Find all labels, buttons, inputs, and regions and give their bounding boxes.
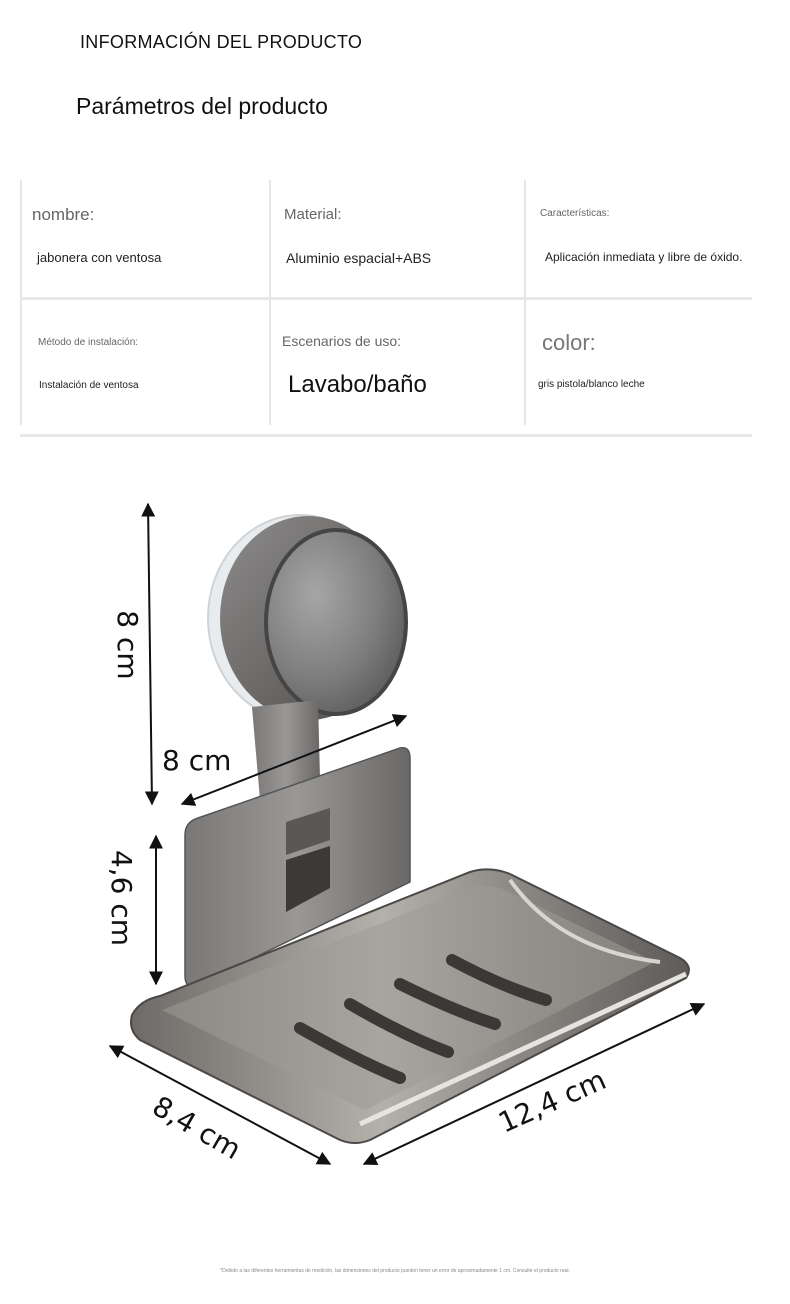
color-value: gris pistola/blanco leche <box>538 379 645 390</box>
table-divider <box>269 180 271 425</box>
suction-cup-illustration <box>208 515 408 721</box>
table-divider <box>20 180 22 425</box>
table-divider <box>524 180 526 425</box>
height-total-arrow <box>148 504 152 804</box>
depth-label: 8,4 cm <box>146 1089 247 1167</box>
material-value: Aluminio espacial+ABS <box>286 250 432 266</box>
install-label: Método de instalación: <box>38 337 139 348</box>
scenarios-label: Escenarios de uso: <box>282 333 402 349</box>
scenarios-value: Lavabo/baño <box>288 371 427 398</box>
parameters-table <box>20 180 752 438</box>
height-total-label: 8 cm <box>111 610 144 680</box>
height-lower-label: 4,6 cm <box>105 849 138 947</box>
material-label: Material: <box>284 206 342 223</box>
info-header: INFORMACIÓN DEL PRODUCTO <box>80 32 363 52</box>
length-label: 12,4 cm <box>493 1063 611 1140</box>
section-title: Parámetros del producto <box>76 93 328 119</box>
features-value: Aplicación inmediata y libre de óxido. <box>545 250 743 264</box>
name-label: nombre: <box>32 205 95 224</box>
width-back-label: 8 cm <box>162 744 232 777</box>
features-label: Características: <box>540 208 610 219</box>
table-divider <box>20 434 752 437</box>
install-value: Instalación de ventosa <box>39 380 139 391</box>
disclaimer-footnote: *Debido a las diferentes herramientas de medición, las dimensiones del producto pueden tener un error de aproximadamente 1 cm. Consulte el producto real. <box>220 1268 570 1274</box>
color-label: color: <box>542 330 596 355</box>
name-value: jabonera con ventosa <box>37 250 162 265</box>
table-divider <box>20 297 752 300</box>
product-figure <box>0 470 790 1230</box>
